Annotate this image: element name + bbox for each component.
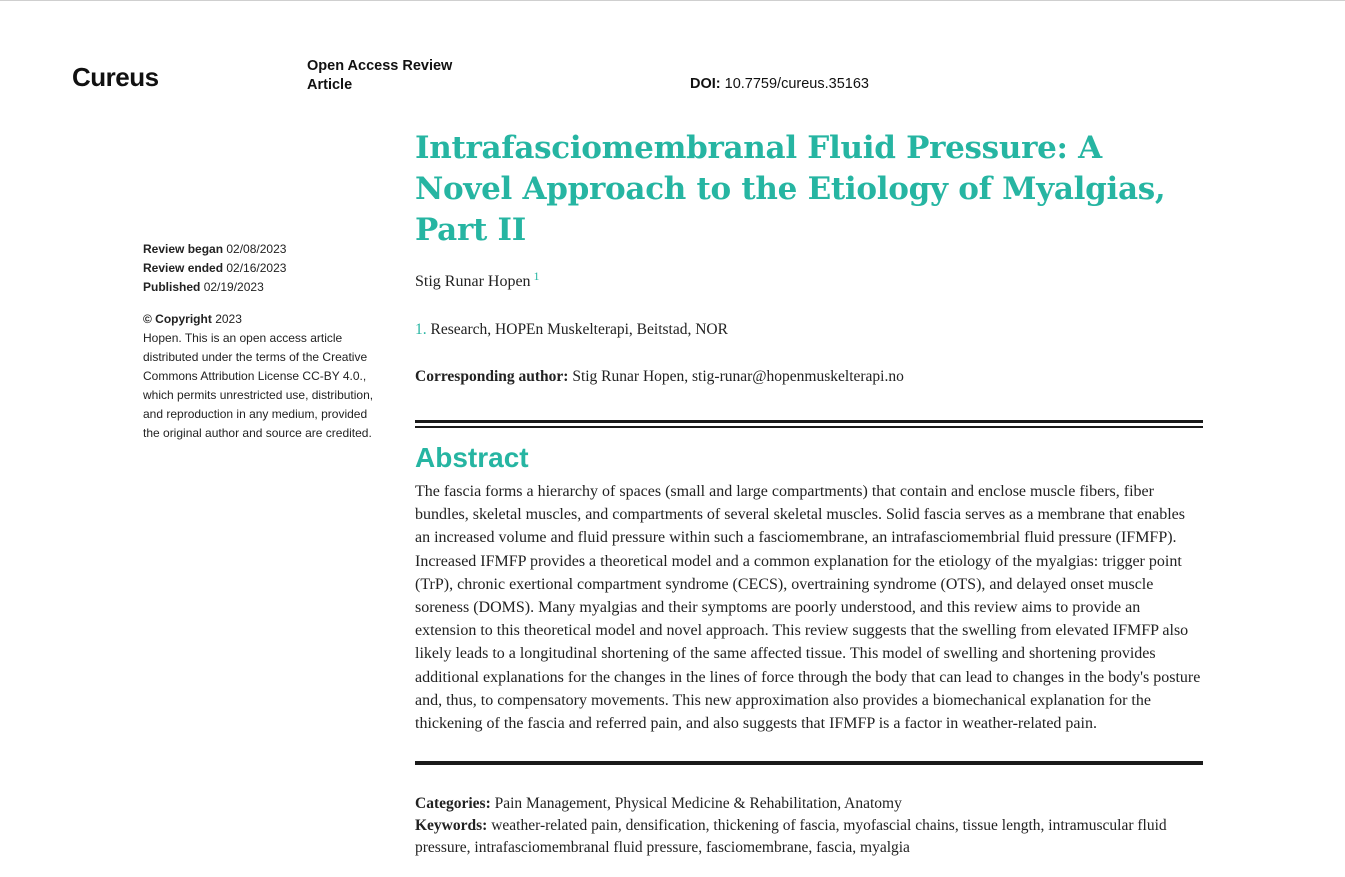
author-line: [415, 269, 1203, 291]
affiliation-number: 1.: [415, 321, 427, 338]
categories-value: Pain Management, Physical Medicine & Rehabilitation, Anatomy: [494, 795, 902, 813]
cureus-logo[interactable]: Cureus: [72, 62, 159, 92]
corresponding-value: Stig Runar Hopen, stig-runar@hopenmuskelterapi.no: [572, 368, 904, 385]
sidebar: [143, 240, 383, 443]
review-ended: [143, 259, 383, 278]
affiliation-text: Research, HOPEn Muskelterapi, Beitstad, NOR: [430, 321, 728, 338]
top-border: [0, 0, 1345, 1]
article-main: [415, 128, 1203, 859]
article-title: Intrafasciomembranal Fluid Pressure: A Novel Approach to the Etiology of Myalgias, Part II: [415, 130, 1166, 248]
doi-link[interactable]: 10.7759/cureus.35163: [724, 76, 869, 92]
review-ended-label: Review ended: [143, 261, 224, 275]
published-date: 02/19/2023: [203, 280, 264, 294]
corresponding-label: Corresponding author:: [415, 368, 569, 385]
copyright-label: © Copyright: [143, 312, 212, 326]
copyright: [143, 310, 383, 329]
divider-thick: [415, 761, 1203, 765]
categories-label: Categories:: [415, 795, 491, 813]
doi-label: DOI:: [690, 76, 721, 92]
license-text: Hopen. This is an open access article distributed under the terms of the Creative Commons Attribution License CC-BY 4.0., which permits unrestricted use, distribution, and reproduction in any medium, provided the original author and source are credited.: [143, 331, 374, 440]
doi: [690, 76, 869, 92]
keywords-label: Keywords:: [415, 817, 488, 835]
categories: [415, 793, 1203, 815]
keywords-value: weather-related pain, densification, thickening of fascia, myofascial chains, tissue length, intramuscular fluid pressure, intrafasciomembranal fluid pressure, fasciomembrane, fascia, myalgia: [415, 817, 1167, 857]
review-began-label: Review began: [143, 242, 224, 256]
article-meta: [415, 793, 1203, 859]
published-label: Published: [143, 280, 201, 294]
author-affiliation-ref[interactable]: 1: [533, 269, 540, 283]
affiliation: [415, 321, 1203, 339]
review-began: [143, 240, 383, 259]
divider-double: [415, 420, 1203, 428]
review-began-date: 02/08/2023: [226, 242, 287, 256]
copyright-year: 2023: [215, 312, 242, 326]
published: [143, 278, 383, 297]
corresponding-author: [415, 368, 1203, 386]
article-type: Open Access Review Article: [307, 58, 453, 93]
abstract-heading: Abstract: [415, 442, 529, 473]
author-name: Stig Runar Hopen: [415, 273, 531, 290]
review-ended-date: 02/16/2023: [226, 261, 287, 275]
keywords: [415, 815, 1203, 859]
abstract-text: The fascia forms a hierarchy of spaces (small and large compartments) that contain and enclose muscle fibers, fiber bundles, skeletal muscles, and compartments of several skeletal muscles. Solid fascia serves as a membrane that enables an increased volume and fluid pressure within such a fasciomembrane, an intrafasciomembrial fluid pressure (IFMFP). Increased IFMFP provides a theoretical model and a common explanation for the etiology of the myalgias: trigger point (TrP), chronic exertional compartment syndrome (CECS), overtraining syndrome (OTS), and delayed onset muscle soreness (DOMS). Many myalgias and their symptoms are poorly understood, and this review aims to provide an extension to this theoretical model and novel approach. This review suggests that the swelling from elevated IFMFP also likely leads to a longitudinal shortening of the same affected tissue. This model of swelling and shortening provides additional explanations for the changes in the lines of force through the body that can lead to changes in the body's posture and, thus, to compensatory movements. This new approximation also provides a biomechanical explanation for the thickening of the fascia and referred pain, and also suggests that IFMFP is a factor in weather-related pain.: [415, 483, 1201, 733]
